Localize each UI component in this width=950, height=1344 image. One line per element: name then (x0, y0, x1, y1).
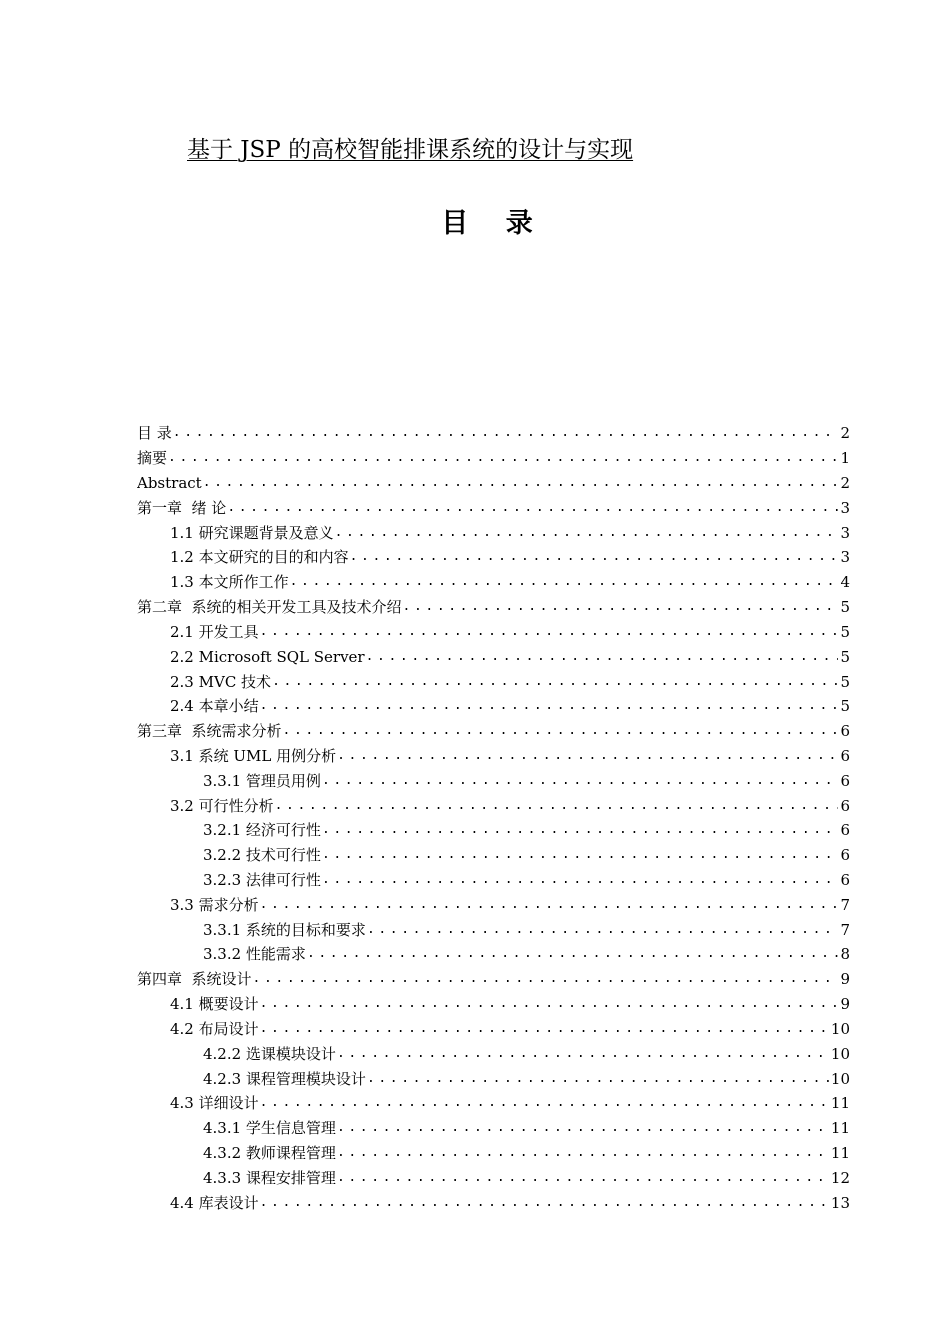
toc-entry[interactable] (137, 520, 850, 545)
toc-dot-leader (322, 771, 839, 791)
toc-entry[interactable] (137, 620, 850, 645)
toc-dot-leader (337, 1044, 829, 1064)
toc-dot-leader (366, 647, 839, 667)
toc-entry[interactable] (137, 1165, 850, 1190)
toc-entry-label: 3.2.1 经济可行性 (203, 821, 321, 840)
toc-dot-leader (322, 870, 839, 890)
toc-dot-leader (290, 572, 839, 592)
toc-dot-leader (227, 498, 838, 518)
toc-entry-page-number: 12 (830, 1168, 850, 1187)
toc-entry-label: 3.2 可行性分析 (170, 796, 274, 815)
toc-entry-label: 1.1 研究课题背景及意义 (170, 523, 334, 542)
toc-entry-label: 第三章 系统需求分析 (137, 722, 282, 741)
toc-dot-leader (307, 944, 839, 964)
toc-entry[interactable] (137, 495, 850, 520)
toc-entry-page-number: 11 (830, 1094, 850, 1113)
toc-dot-leader (367, 920, 839, 940)
toc-entry-page-number: 6 (840, 846, 850, 865)
toc-entry[interactable] (137, 1116, 850, 1141)
toc-entry-label: 3.3.1 管理员用例 (203, 771, 321, 790)
toc-entry-label: 4.3.3 课程安排管理 (203, 1168, 336, 1187)
toc-dot-leader (403, 597, 839, 617)
toc-entry-label: 2.2 Microsoft SQL Server (170, 647, 365, 666)
toc-entry-label: 2.3 MVC 技术 (170, 672, 272, 691)
toc-entry-label: 第二章 系统的相关开发工具及技术介绍 (137, 598, 402, 617)
toc-entry[interactable] (137, 892, 850, 917)
toc-dot-leader (350, 547, 839, 567)
toc-entry[interactable] (137, 917, 850, 942)
toc-dot-leader (260, 1093, 829, 1113)
toc-entry[interactable] (137, 1190, 850, 1215)
toc-entry[interactable] (137, 1091, 850, 1116)
toc-entry-label: 第四章 系统设计 (137, 970, 252, 989)
toc-dot-leader (260, 622, 839, 642)
toc-entry-page-number: 7 (840, 920, 850, 939)
toc-entry[interactable] (137, 1017, 850, 1042)
toc-dot-leader (367, 1069, 829, 1089)
toc-dot-leader (173, 423, 839, 443)
toc-entry-page-number: 6 (840, 746, 850, 765)
toc-dot-leader (283, 721, 839, 741)
toc-dot-leader (337, 1118, 829, 1138)
toc-entry-page-number: 10 (830, 1044, 850, 1063)
toc-entry-page-number: 13 (830, 1193, 850, 1212)
toc-entry-label: 4.3.2 教师课程管理 (203, 1143, 336, 1162)
toc-dot-leader (322, 820, 839, 840)
toc-entry-label: 摘要 (137, 449, 168, 468)
toc-dot-leader (322, 845, 839, 865)
toc-entry-page-number: 6 (840, 871, 850, 890)
toc-entry-page-number: 3 (840, 523, 850, 542)
toc-entry[interactable] (137, 768, 850, 793)
toc-dot-leader (272, 672, 838, 692)
toc-dot-leader (260, 1019, 829, 1039)
toc-dot-leader (260, 895, 839, 915)
toc-entry-page-number: 4 (840, 573, 850, 592)
toc-entry[interactable] (137, 992, 850, 1017)
toc-entry[interactable] (137, 644, 850, 669)
toc-entry[interactable] (137, 421, 850, 446)
toc-entry-page-number: 8 (840, 945, 850, 964)
toc-entry-label: 4.3.1 学生信息管理 (203, 1119, 336, 1138)
toc-entry-label: 1.3 本文所作工作 (170, 573, 289, 592)
toc-entry-label: 4.2.2 选课模块设计 (203, 1044, 336, 1063)
toc-entry[interactable] (137, 545, 850, 570)
toc-entry-label: 第一章 绪 论 (137, 498, 227, 517)
toc-entry-page-number: 9 (840, 970, 850, 989)
toc-entry-label: 目 录 (137, 424, 172, 443)
toc-entry[interactable] (137, 1141, 850, 1166)
toc-entry-page-number: 3 (840, 498, 850, 517)
toc-entry-page-number: 11 (830, 1143, 850, 1162)
toc-entry[interactable] (137, 669, 850, 694)
toc-entry-page-number: 10 (830, 1019, 850, 1038)
toc-dot-leader (253, 969, 839, 989)
toc-entry-page-number: 5 (840, 697, 850, 716)
toc-dot-leader (337, 746, 838, 766)
toc-entry-page-number: 5 (840, 647, 850, 666)
toc-entry-label: 3.3.1 系统的目标和要求 (203, 920, 366, 939)
toc-entry-label: 2.4 本章小结 (170, 697, 259, 716)
toc-dot-leader (260, 1193, 829, 1213)
toc-entry-page-number: 10 (830, 1069, 850, 1088)
toc-dot-leader (337, 1143, 829, 1163)
toc-entry-page-number: 7 (840, 895, 850, 914)
toc-entry-page-number: 2 (840, 424, 850, 443)
toc-entry[interactable] (137, 595, 850, 620)
toc-entry[interactable] (137, 942, 850, 967)
toc-dot-leader (260, 696, 839, 716)
toc-entry[interactable] (137, 446, 850, 471)
toc-entry-label: 2.1 开发工具 (170, 622, 259, 641)
toc-entry[interactable] (137, 1066, 850, 1091)
toc-entry[interactable] (137, 719, 850, 744)
toc-entry-page-number: 6 (840, 771, 850, 790)
toc-entry-page-number: 11 (830, 1119, 850, 1138)
toc-entry-label: 4.1 概要设计 (170, 995, 259, 1014)
toc-entry-page-number: 9 (840, 995, 850, 1014)
toc-entry[interactable] (137, 744, 850, 769)
toc-dot-leader (275, 796, 839, 816)
toc-dot-leader (168, 448, 838, 468)
toc-heading: 目 录 (441, 208, 547, 239)
toc-entry[interactable] (137, 570, 850, 595)
toc-dot-leader (260, 994, 839, 1014)
toc-entry-label: Abstract (137, 474, 202, 493)
toc-entry-page-number: 5 (840, 598, 850, 617)
toc-entry-label: 4.2.3 课程管理模块设计 (203, 1069, 366, 1088)
toc-entry-label: 3.1 系统 UML 用例分析 (170, 746, 337, 765)
toc-entry[interactable] (137, 843, 850, 868)
toc-entry[interactable] (137, 868, 850, 893)
toc-entry-page-number: 5 (840, 672, 850, 691)
toc-entry-page-number: 1 (840, 449, 850, 468)
toc-entry[interactable] (137, 471, 850, 496)
toc-entry-label: 3.2.2 技术可行性 (203, 846, 321, 865)
toc-entry-page-number: 5 (840, 622, 850, 641)
toc-entry[interactable] (137, 967, 850, 992)
toc-dot-leader (335, 523, 839, 543)
document-title: 基于 JSP 的高校智能排课系统的设计与实现 (187, 137, 634, 163)
toc-entry[interactable] (137, 793, 850, 818)
toc-entry-label: 4.3 详细设计 (170, 1094, 259, 1113)
toc-entry-label: 4.2 布局设计 (170, 1019, 259, 1038)
toc-entry-page-number: 6 (840, 722, 850, 741)
toc-dot-leader (203, 473, 839, 493)
toc-dot-leader (337, 1168, 829, 1188)
toc-entry-page-number: 6 (840, 796, 850, 815)
toc-entry-page-number: 2 (840, 474, 850, 493)
toc-entry-page-number: 6 (840, 821, 850, 840)
toc-entry[interactable] (137, 694, 850, 719)
table-of-contents (137, 421, 850, 1215)
toc-entry-label: 3.2.3 法律可行性 (203, 871, 321, 890)
toc-entry-label: 3.3.2 性能需求 (203, 945, 306, 964)
toc-entry-label: 1.2 本文研究的目的和内容 (170, 548, 349, 567)
toc-entry-label: 3.3 需求分析 (170, 895, 259, 914)
toc-entry[interactable] (137, 1041, 850, 1066)
toc-entry-page-number: 3 (840, 548, 850, 567)
toc-entry[interactable] (137, 818, 850, 843)
toc-entry-label: 4.4 库表设计 (170, 1193, 259, 1212)
